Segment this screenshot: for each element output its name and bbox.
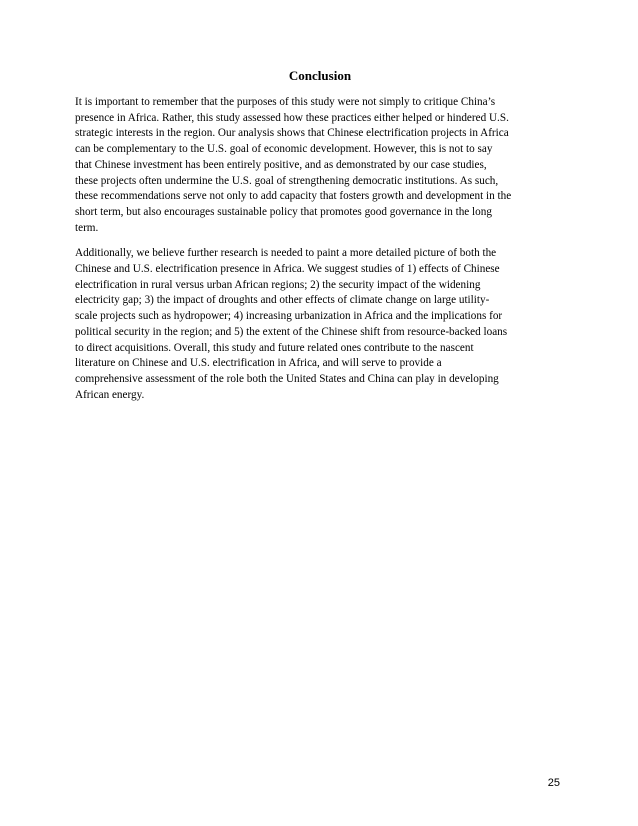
paragraph-line: short term, but also encourages sustainable policy that promotes good governance in the long: [75, 205, 492, 218]
paragraph-line: presence in Africa. Rather, this study assessed how these practices either helped or hindered U.S.: [75, 111, 509, 124]
paragraph-line: these projects often undermine the U.S. goal of strengthening democratic institutions. As such,: [75, 174, 499, 187]
paragraph-2: [75, 246, 565, 403]
paragraph-line: comprehensive assessment of the role both the United States and China can play in developing: [75, 372, 499, 385]
page-number: 25: [547, 777, 560, 789]
paragraph-line: to direct acquisitions. Overall, this study and future related ones contribute to the nascent: [75, 341, 474, 354]
paragraph-line: political security in the region; and 5) the extent of the Chinese shift from resource-backed loans: [75, 325, 508, 338]
paragraph-line: term.: [75, 221, 99, 234]
paragraph-line: electricity gap; 3) the impact of droughts and other effects of climate change on large utility-: [75, 294, 490, 307]
paragraph-line: electrification in rural versus urban African regions; 2) the security impact of the widening: [75, 278, 481, 291]
paragraph-line: Chinese and U.S. electrification presence in Africa. We suggest studies of 1) effects of Chinese: [75, 263, 500, 276]
paragraph-line: It is important to remember that the purposes of this study were not simply to critique China’s: [75, 96, 496, 108]
paragraph-line: Additionally, we believe further research is needed to paint a more detailed picture of both the: [75, 247, 497, 260]
paragraph-line: literature on Chinese and U.S. electrification in Africa, and will serve to provide a: [75, 357, 442, 370]
paragraph-line: these recommendations serve not only to add capacity that fosters growth and development in the: [75, 190, 512, 203]
section-heading: Conclusion: [288, 68, 352, 83]
document-body: [75, 68, 565, 413]
paragraph-line: can be complementary to the U.S. goal of economic development. However, this is not to say: [75, 143, 493, 156]
paragraph-line: that Chinese investment has been entirely positive, and as demonstrated by our case studies,: [75, 158, 487, 171]
paragraph-line: strategic interests in the region. Our analysis shows that Chinese electrification projects in Africa: [75, 127, 509, 140]
paragraph-1: [75, 95, 565, 236]
paragraph-line: scale projects such as hydropower; 4) increasing urbanization in Africa and the implications for: [75, 310, 503, 323]
paragraph-line: African energy.: [75, 388, 145, 401]
